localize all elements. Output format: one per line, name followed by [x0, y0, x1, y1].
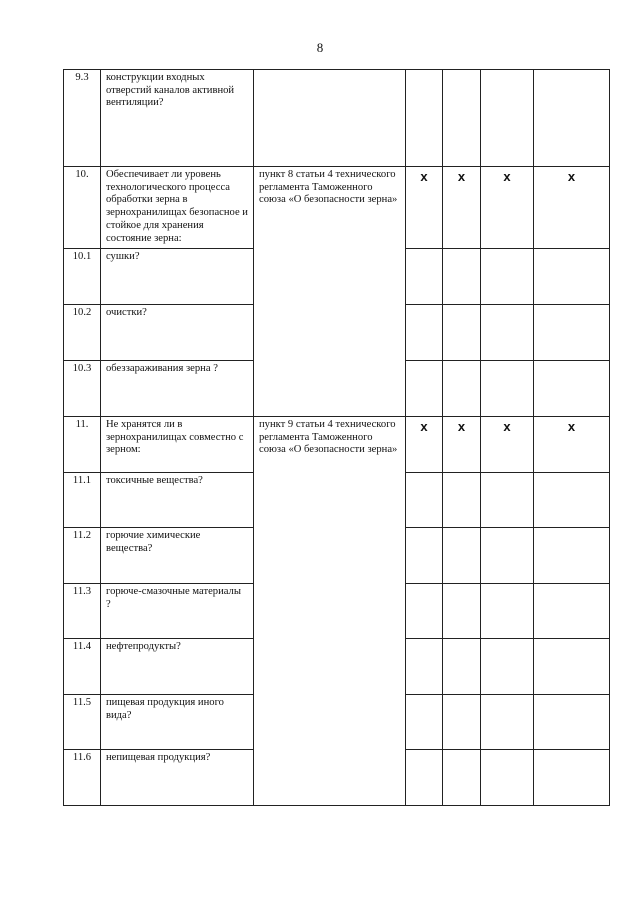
row-number: 11.1 — [64, 473, 101, 528]
table-row — [64, 70, 610, 167]
answer-yes-cell[interactable] — [406, 361, 443, 417]
row-question: горючие химические вещества? — [101, 528, 254, 584]
row-question: Обеспечивает ли уровень технологического процесса обработки зерна в зернохранилищах безопасное и стойкое для хранения состояние зерна: — [101, 167, 254, 249]
answer-no-cell[interactable] — [443, 70, 481, 167]
row-number: 11.3 — [64, 584, 101, 639]
answer-yes-cell[interactable] — [406, 639, 443, 695]
row-question: обеззараживания зерна ? — [101, 361, 254, 417]
row-question: непищевая продукция? — [101, 750, 254, 806]
note-cell[interactable] — [534, 528, 610, 584]
note-cell[interactable] — [534, 361, 610, 417]
mark-x: x — [534, 417, 610, 473]
answer-yes-cell[interactable] — [406, 695, 443, 750]
row-number: 11.6 — [64, 750, 101, 806]
answer-yes-cell[interactable] — [406, 473, 443, 528]
answer-no-cell[interactable] — [443, 305, 481, 361]
note-cell[interactable] — [534, 70, 610, 167]
answer-no-cell[interactable] — [443, 639, 481, 695]
mark-x: x — [481, 417, 534, 473]
row-question: нефтепродукты? — [101, 639, 254, 695]
note-cell[interactable] — [534, 249, 610, 305]
answer-yes-cell[interactable] — [406, 584, 443, 639]
note-cell[interactable] — [534, 584, 610, 639]
answer-na-cell[interactable] — [481, 584, 534, 639]
answer-na-cell[interactable] — [481, 305, 534, 361]
row-question: токсичные вещества? — [101, 473, 254, 528]
mark-x: x — [406, 417, 443, 473]
answer-no-cell[interactable] — [443, 361, 481, 417]
answer-yes-cell[interactable] — [406, 750, 443, 806]
answer-na-cell[interactable] — [481, 639, 534, 695]
answer-yes-cell[interactable] — [406, 305, 443, 361]
row-number: 11. — [64, 417, 101, 473]
row-number: 10.1 — [64, 249, 101, 305]
answer-na-cell[interactable] — [481, 473, 534, 528]
answer-no-cell[interactable] — [443, 750, 481, 806]
row-number: 10. — [64, 167, 101, 249]
row-number: 9.3 — [64, 70, 101, 167]
answer-na-cell[interactable] — [481, 750, 534, 806]
table-row — [64, 167, 610, 249]
note-cell[interactable] — [534, 639, 610, 695]
row-number: 10.2 — [64, 305, 101, 361]
answer-na-cell[interactable] — [481, 361, 534, 417]
answer-na-cell[interactable] — [481, 70, 534, 167]
note-cell[interactable] — [534, 695, 610, 750]
note-cell[interactable] — [534, 305, 610, 361]
reference-cell — [254, 70, 406, 167]
answer-na-cell[interactable] — [481, 528, 534, 584]
reference-cell: пункт 8 статьи 4 технического регламента Таможенного союза «О безопасности зерна» — [254, 167, 406, 417]
answer-yes-cell[interactable] — [406, 70, 443, 167]
answer-no-cell[interactable] — [443, 249, 481, 305]
mark-x: x — [443, 167, 481, 249]
mark-x: x — [443, 417, 481, 473]
mark-x: x — [406, 167, 443, 249]
row-question: очистки? — [101, 305, 254, 361]
row-question: горюче-смазочные материалы ? — [101, 584, 254, 639]
answer-na-cell[interactable] — [481, 695, 534, 750]
checklist-table — [63, 69, 610, 806]
row-question: конструкции входных отверстий каналов активной вентиляции? — [101, 70, 254, 167]
answer-no-cell[interactable] — [443, 528, 481, 584]
answer-no-cell[interactable] — [443, 584, 481, 639]
note-cell[interactable] — [534, 750, 610, 806]
row-question: сушки? — [101, 249, 254, 305]
row-number: 11.5 — [64, 695, 101, 750]
row-number: 11.2 — [64, 528, 101, 584]
row-number: 11.4 — [64, 639, 101, 695]
answer-no-cell[interactable] — [443, 473, 481, 528]
mark-x: x — [481, 167, 534, 249]
table-row — [64, 417, 610, 473]
answer-yes-cell[interactable] — [406, 249, 443, 305]
note-cell[interactable] — [534, 473, 610, 528]
row-number: 10.3 — [64, 361, 101, 417]
row-question: пищевая продукция иного вида? — [101, 695, 254, 750]
answer-na-cell[interactable] — [481, 249, 534, 305]
reference-cell: пункт 9 статьи 4 технического регламента Таможенного союза «О безопасности зерна» — [254, 417, 406, 806]
answer-yes-cell[interactable] — [406, 528, 443, 584]
answer-no-cell[interactable] — [443, 695, 481, 750]
page-number: 8 — [316, 40, 324, 55]
mark-x: x — [534, 167, 610, 249]
row-question: Не хранятся ли в зернохранилищах совместно с зерном: — [101, 417, 254, 473]
